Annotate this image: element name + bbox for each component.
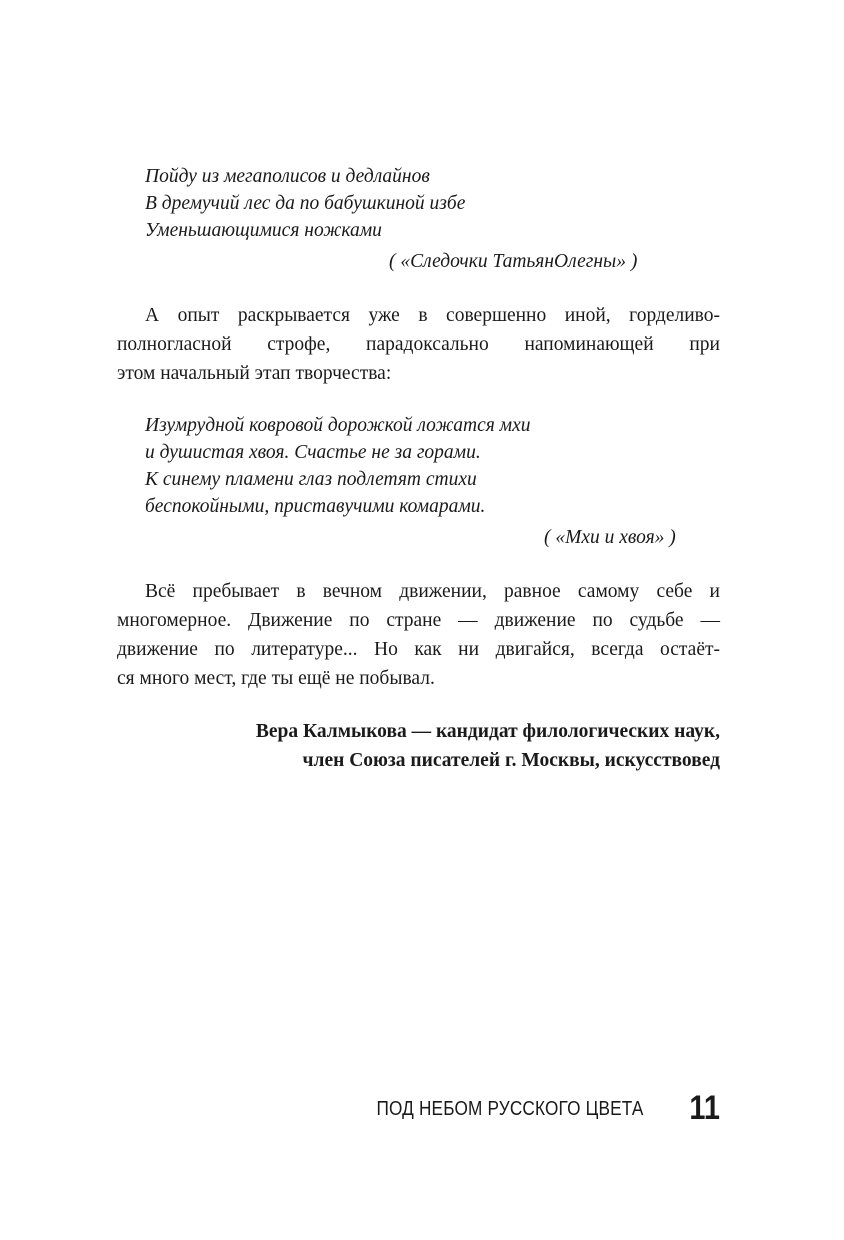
- page-number: 11: [689, 1089, 720, 1127]
- poem-line: и душистая хвоя. Счастье не за горами.: [145, 442, 481, 463]
- body-paragraph-1: [117, 301, 720, 388]
- poem-line: В дремучий лес да по бабушкиной избе: [145, 193, 466, 214]
- signature-line-1: Вера Калмыкова — кандидат филологических наук,: [255, 721, 720, 742]
- paragraph-line: движение по литературе... Но как ни двигайся, всегда остаёт-: [117, 639, 720, 660]
- poem-line: К синему пламени глаз подлетят стихи: [145, 469, 477, 490]
- poem-line: беспокойными, приставучими комарами.: [145, 496, 486, 517]
- paragraph-line: Всё пребывает в вечном движении, равное самому себе и: [145, 581, 720, 602]
- poem-line: Уменьшающимися ножками: [145, 220, 382, 241]
- paragraph-line: А опыт раскрывается уже в совершенно иной, горделиво-: [145, 305, 720, 326]
- paragraph-line: многомерное. Движение по стране — движение по судьбе —: [117, 610, 720, 631]
- poem-excerpt-1: [145, 163, 465, 244]
- paragraph-line: полногласной строфе, парадоксально напоминающей при: [117, 334, 720, 355]
- author-signature: [256, 717, 720, 775]
- poem-citation-2: ( «Мхи и хвоя» ): [544, 527, 676, 548]
- running-footer-title: ПОД НЕБОМ РУССКОГО ЦВЕТА: [376, 1098, 644, 1120]
- poem-citation-1: ( «Следочки ТатьянОлегны» ): [389, 251, 638, 272]
- paragraph-line: ся много мест, где ты ещё не побывал.: [117, 668, 435, 689]
- signature-line-2: член Союза писателей г. Москвы, искусствовед: [302, 750, 720, 771]
- poem-line: Пойду из мегаполисов и дедлайнов: [145, 166, 430, 187]
- paragraph-line: этом начальный этап творчества:: [117, 363, 392, 384]
- body-paragraph-2: [117, 577, 720, 693]
- poem-line: Изумрудной ковровой дорожкой ложатся мхи: [145, 415, 531, 436]
- poem-excerpt-2: [145, 412, 531, 520]
